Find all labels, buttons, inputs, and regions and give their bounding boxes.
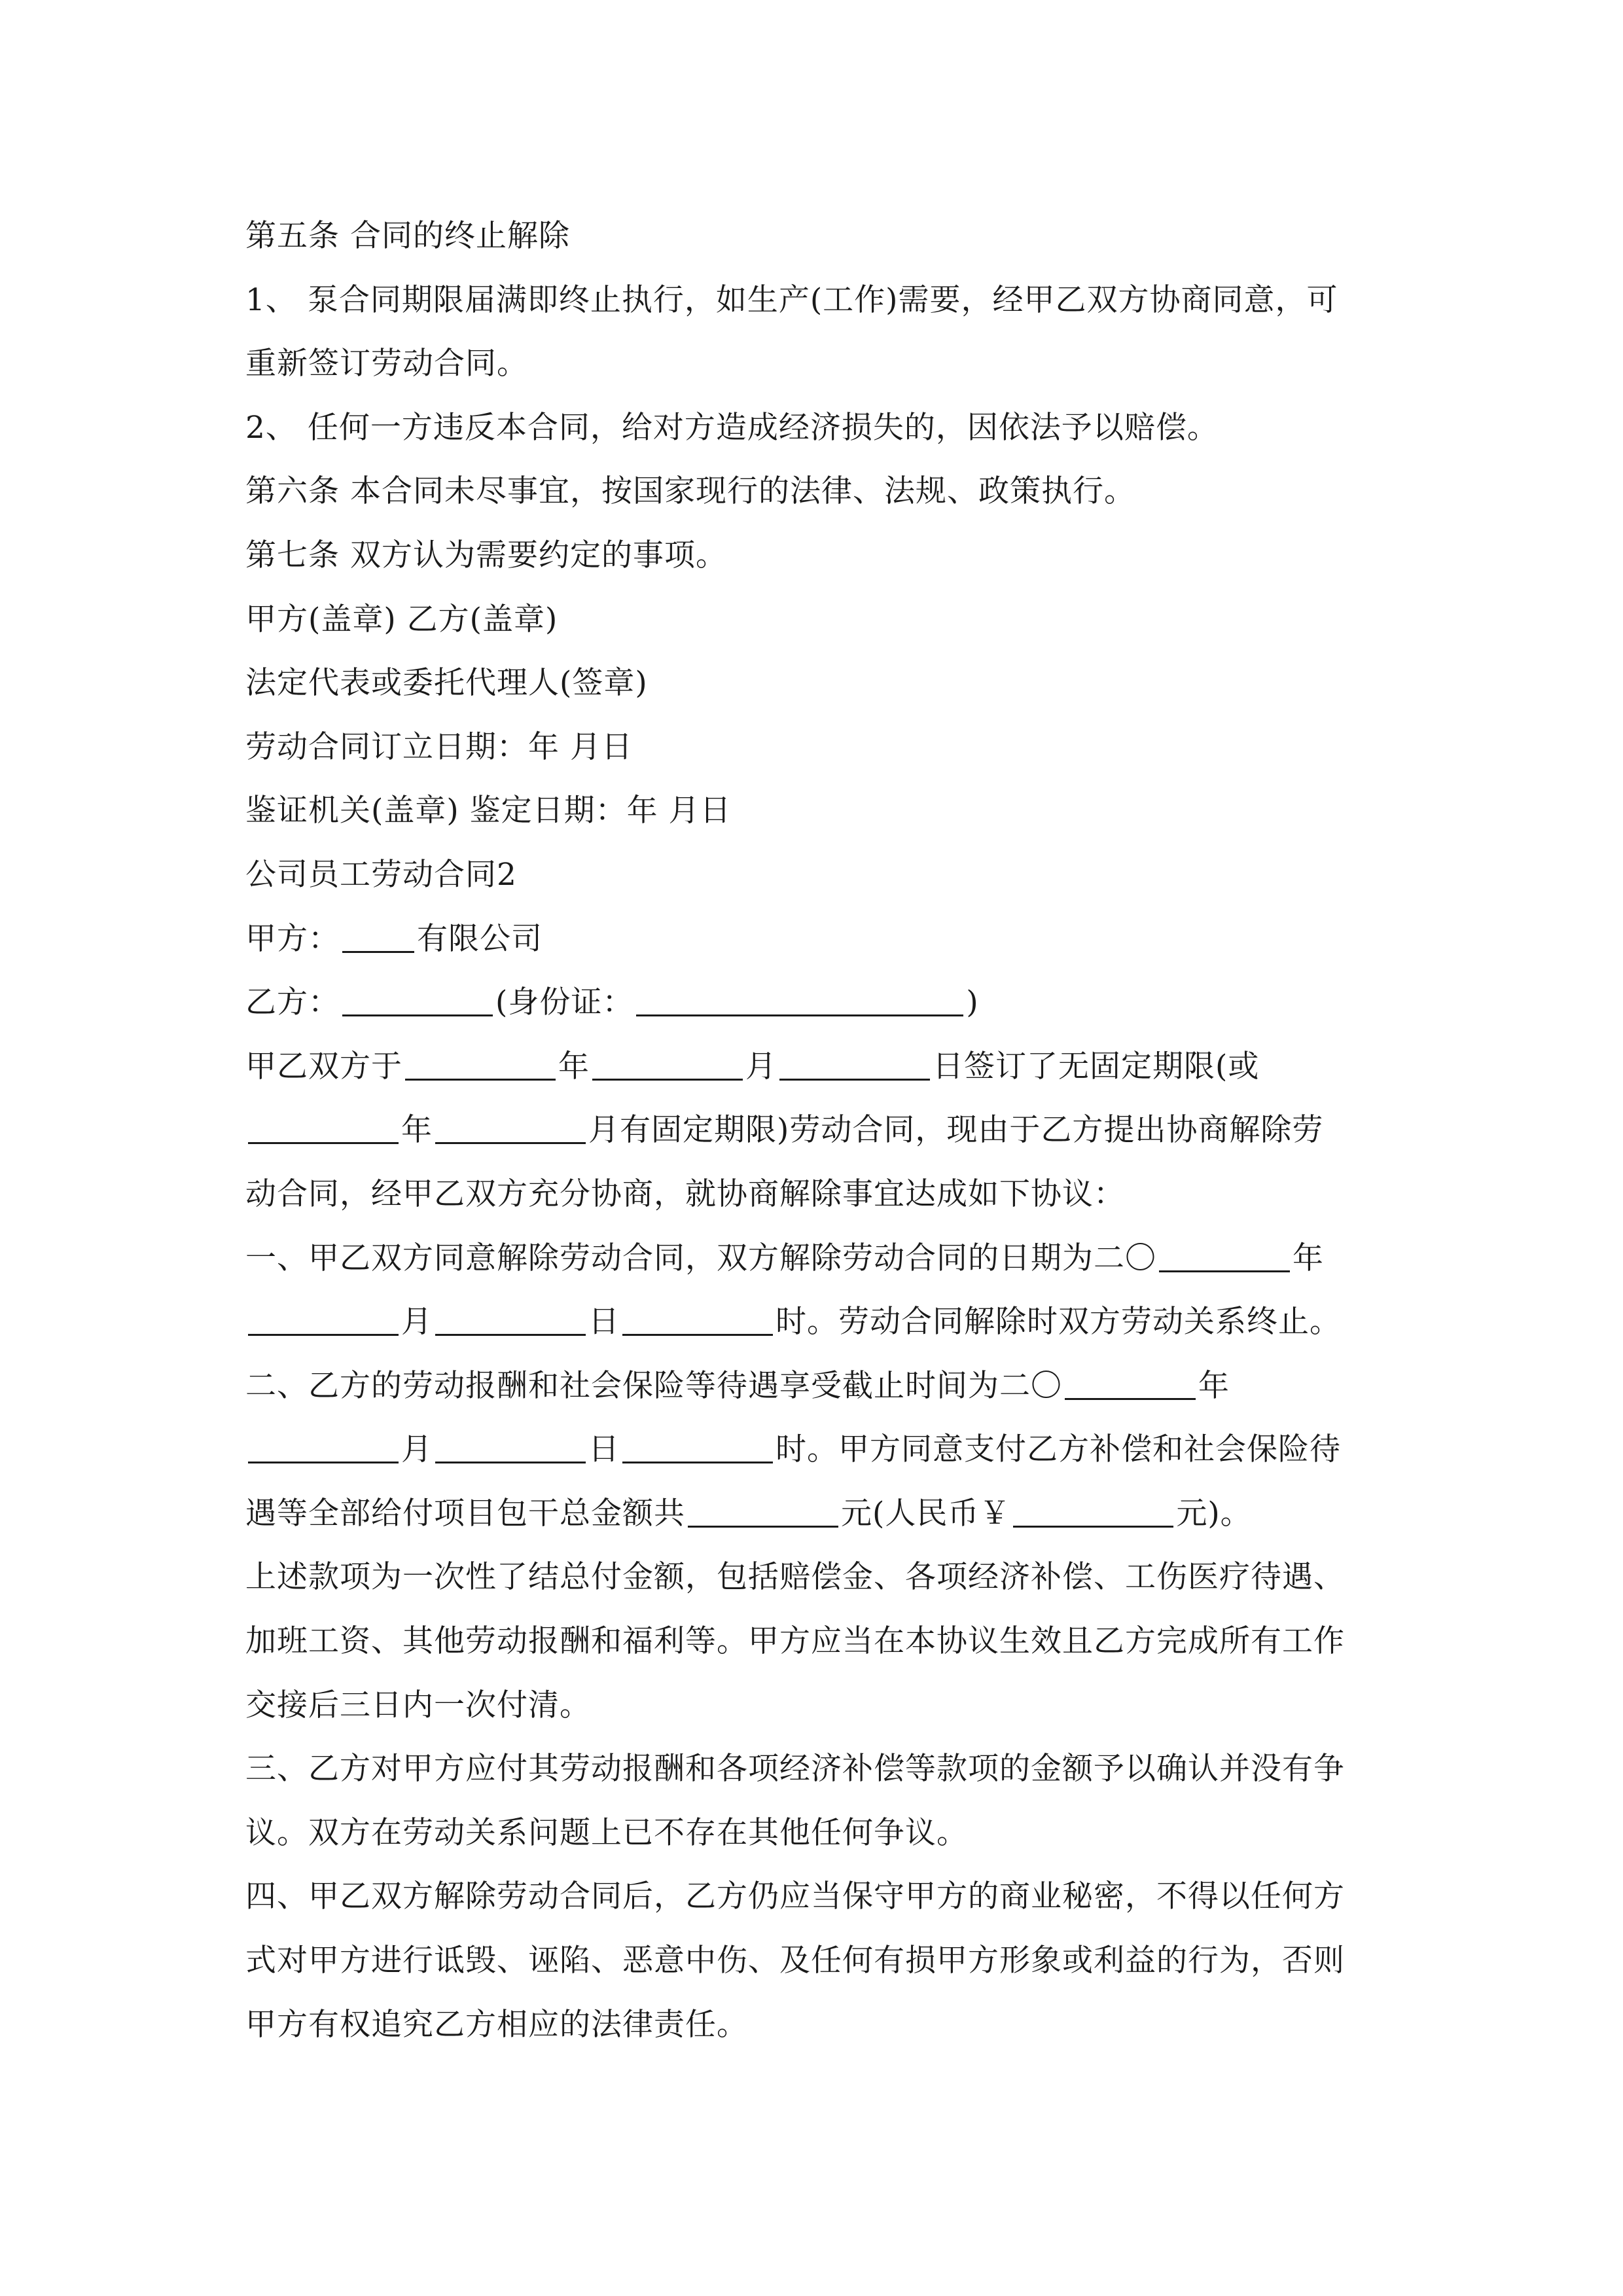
clause-two-line-1: 二、乙方的劳动报酬和社会保险等待遇享受截止时间为二〇 年 [245,1367,1230,1404]
clause-two-line-3: 遇等全部给付项目包干总金额共 元(人民币￥ 元)。 [245,1495,1252,1532]
payment-para-line-3: 交接后三日内一次付清。 [245,1687,591,1723]
legal-representative: 法定代表或委托代理人(签章) [245,665,648,702]
clause-four-line-2: 式对甲方进行诋毁、诬陷、恶意中伤、及任何有损甲方形象或利益的行为，否则 [245,1943,1345,1979]
benefit-day-blank [435,1435,586,1463]
article-5-clause-1-cont: 重新签订劳动合同。 [245,346,528,382]
party-a-line: 甲方： 有限公司 [245,920,543,957]
party-seals: 甲方(盖章) 乙方(盖章) [245,601,558,637]
clause-one-line-2: 月 日 时。劳动合同解除时双方劳动关系终止。 [245,1290,1384,1354]
intro-line-3: 动合同，经甲乙双方充分协商，就协商解除事宜达成如下协议： [245,1175,1125,1212]
article-5-clause-2: 2、 任何一方违反本合同，给对方造成经济损失的，因依法予以赔偿。 [245,409,1219,446]
party-b-line: 乙方： (身份证： ) [245,984,979,1021]
clause-four-line-3: 甲方有权追究乙方相应的法律责任。 [245,2006,748,2043]
signing-date: 劳动合同订立日期：年 月日 [245,728,633,765]
termination-day-blank [435,1308,586,1336]
party-b-id-blank [636,988,963,1016]
authentication-date: 鉴证机关(盖章) 鉴定日期：年 月日 [245,793,732,829]
clause-two-line-2: 月 日 时。甲方同意支付乙方补偿和社会保险待 [245,1418,1384,1482]
term-month-blank [435,1116,586,1144]
payment-para-line-2: 加班工资、其他劳动报酬和福利等。甲方应当在本协议生效且乙方完成所有工作 [245,1623,1345,1660]
benefit-month-blank [248,1435,399,1463]
clause-four-line-1: 四、甲乙双方解除劳动合同后，乙方仍应当保守甲方的商业秘密，不得以任何方 [245,1878,1345,1915]
article-5-clause-1: 1、 泵合同期限届满即终止执行，如生产(工作)需要，经甲乙双方协商同意，可 [245,281,1338,318]
party-a-blank [342,925,414,953]
termination-month-blank [248,1308,399,1336]
clause-three-line-1: 三、乙方对甲方应付其劳动报酬和各项经济补偿等款项的金额予以确认并没有争 [245,1751,1345,1787]
article-5-heading: 第五条 合同的终止解除 [245,218,570,254]
clause-one-line-1: 一、甲乙双方同意解除劳动合同，双方解除劳动合同的日期为二〇 年 [245,1240,1324,1276]
article-6: 第六条 本合同未尽事宜，按国家现行的法律、法规、政策执行。 [245,473,1135,510]
contract-2-title: 公司员工劳动合同2 [245,856,517,893]
termination-year-blank [1159,1244,1290,1272]
benefit-year-blank [1065,1372,1196,1400]
benefit-hour-blank [622,1435,773,1463]
party-b-name-blank [342,988,493,1016]
termination-hour-blank [622,1308,773,1336]
total-amount-blank [688,1499,838,1528]
rmb-amount-blank [1013,1499,1173,1528]
document-page [245,204,1384,2056]
date-month-blank [592,1052,743,1081]
intro-line-1: 甲乙双方于 年 月 日签订了无固定期限(或 [245,1048,1260,1085]
date-year-blank [405,1052,556,1081]
payment-para-line-1: 上述款项为一次性了结总付金额，包括赔偿金、各项经济补偿、工伤医疗待遇、 [245,1559,1345,1596]
clause-three-line-2: 议。双方在劳动关系问题上已不存在其他任何争议。 [245,1814,968,1851]
article-7: 第七条 双方认为需要约定的事项。 [245,537,727,573]
intro-line-2: 年 月有固定期限)劳动合同，现由于乙方提出协商解除劳 [245,1098,1384,1162]
date-day-blank [779,1052,930,1081]
term-year-blank [248,1116,399,1144]
